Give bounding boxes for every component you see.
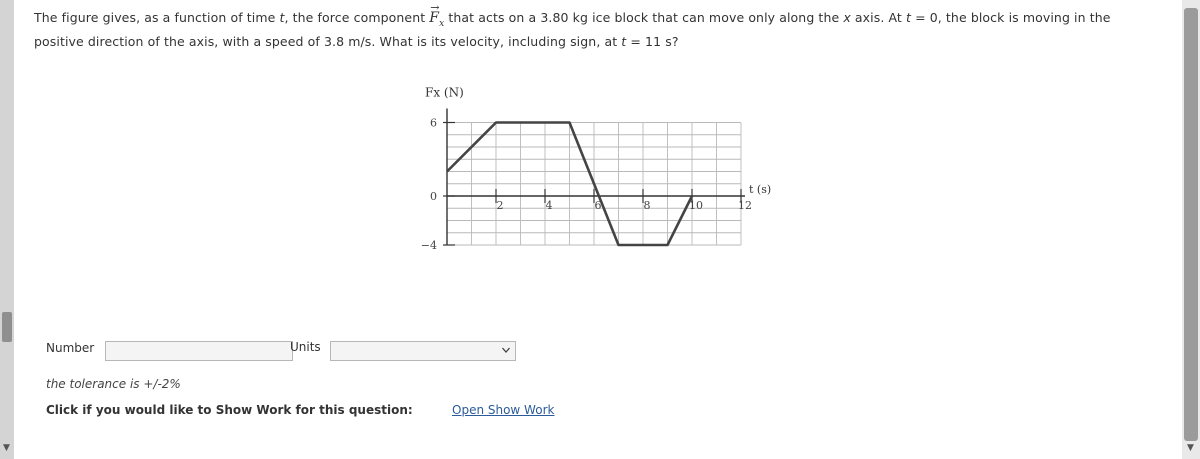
time-variable: t (279, 10, 285, 25)
question-text (34, 9, 1164, 51)
x-axis-label: t (s) (749, 183, 772, 196)
units-label: Units (290, 340, 321, 354)
number-input[interactable] (105, 341, 293, 361)
right-scrollbar[interactable] (1182, 0, 1200, 459)
tolerance-text: the tolerance is +/-2% (46, 377, 181, 391)
x-tick-label: 6 (594, 199, 602, 212)
question-text-part: axis. At (850, 10, 906, 25)
y-tick-label: 6 (430, 116, 437, 130)
time-variable: t (621, 33, 627, 49)
left-scrollbar[interactable] (0, 0, 14, 459)
x-tick-label: 8 (643, 199, 651, 212)
number-label: Number (46, 341, 95, 355)
x-tick-label: 4 (545, 199, 553, 212)
y-tick-label: −4 (420, 239, 437, 252)
x-tick-label: 10 (689, 199, 703, 212)
force-vector-symbol (429, 10, 445, 29)
question-text-part: The figure gives, as a function of time (34, 10, 280, 25)
answer-row (46, 339, 566, 363)
chevron-down-icon[interactable] (501, 345, 511, 355)
axis-variable: x (843, 10, 851, 25)
force-time-graph (405, 60, 772, 285)
scroll-down-arrow-icon[interactable]: ▼ (3, 443, 10, 453)
question-text-part: that acts on a 3.80 kg ice block that can move only along the (444, 10, 844, 25)
x-tick-label: 2 (496, 199, 504, 212)
x-tick-label: 12 (738, 199, 752, 212)
graph-labels (421, 86, 771, 253)
force-subscript: x (439, 18, 445, 29)
right-scrollbar-thumb[interactable] (1184, 8, 1198, 441)
open-show-work-link[interactable]: Open Show Work (452, 403, 555, 417)
question-text-part: = 0, the block is moving in the positive direction of the axis, with a speed of 3.8 m/s. What is its velocity, including sign, at (34, 10, 1111, 49)
y-axis-label: Fx (N) (425, 85, 464, 100)
show-work-prompt: Click if you would like to Show Work for this question: (46, 403, 413, 417)
left-scrollbar-thumb[interactable] (2, 312, 12, 342)
scroll-down-arrow-icon[interactable]: ▼ (1187, 443, 1194, 453)
time-variable: t (906, 10, 912, 25)
y-tick-label: 0 (430, 190, 437, 203)
question-text-part: = 11 s? (626, 33, 679, 49)
units-select[interactable] (330, 341, 516, 361)
force-symbol: F (429, 10, 440, 26)
question-text-part: , the force component (284, 10, 430, 25)
